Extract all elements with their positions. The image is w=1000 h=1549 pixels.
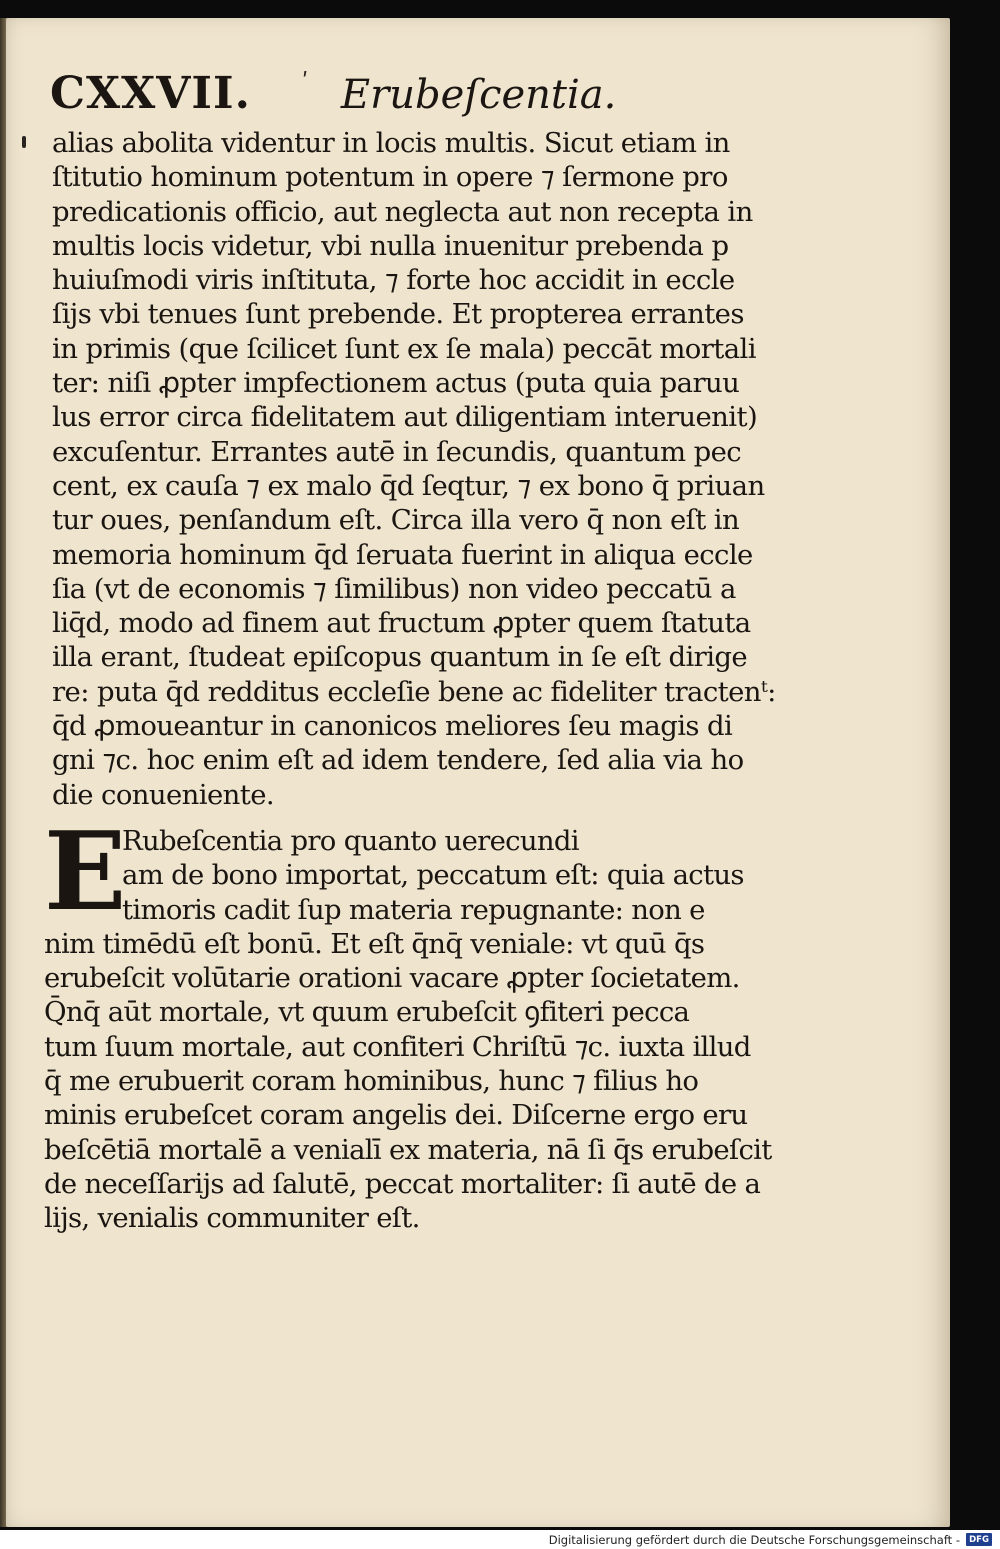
text-line: q̄d ꝓmoueantur in canonicos meliores ſeu magis di xyxy=(52,710,733,743)
running-headword: Erubeſcentia. xyxy=(340,72,617,118)
text-line: Rubeſcentia pro quanto uerecundi xyxy=(122,825,579,857)
text-line: q̄ me erubuerit coram hominibus, hunc ⁊ filius ho xyxy=(44,1065,699,1098)
text-line: erubeſcit volūtarie orationi vacare ꝓpter ſocietatem. xyxy=(44,962,740,995)
text-line: nim timēdū eſt bonū. Et eſt q̄nq̄ veniale: vt quū q̄s xyxy=(44,927,705,960)
dfg-logo: DFG xyxy=(966,1533,992,1546)
text-line: ſtitutio hominum potentum in opere ⁊ ſermone pro xyxy=(52,161,728,194)
paragraph-2 xyxy=(44,809,772,1236)
text-line: alias abolita videntur in locis multis. Sicut etiam in xyxy=(52,127,730,159)
text-line: cent, ex cauſa ⁊ ex malo q̄d ſeqtur, ⁊ ex bono q̄ priuan xyxy=(52,469,765,502)
text-line: memoria hominum q̄d ſeruata fuerint in aliqua eccle xyxy=(52,538,753,571)
text-line: tum ſuum mortale, aut confiteri Chriſtū ⁊c. iuxta illud xyxy=(44,1030,751,1063)
text-line: de neceſſarijs ad ſalutē, peccat mortaliter: ſi autē de a xyxy=(44,1167,761,1200)
text-line: ſia (vt de economis ⁊ ſimilibus) non video peccatū a xyxy=(52,572,736,605)
text-line: lijs, venialis communiter eſt. xyxy=(44,1202,420,1235)
text-line: huiuſmodi viris inſtituta, ⁊ forte hoc accidit in eccle xyxy=(52,264,735,297)
folio-number: CXXVII. xyxy=(50,68,251,119)
digitization-footer xyxy=(0,1530,1000,1549)
text-line: ter: niſi ꝓpter impfectionem actus (puta quia paruu xyxy=(52,367,740,400)
text-line: in primis (que ſcilicet ſunt ex ſe mala) peccāt mortali xyxy=(52,332,756,365)
footer-credit: Digitalisierung gefördert durch die Deutsche Forschungsgemeinschaft - xyxy=(548,1532,960,1547)
text-line: re: puta q̄d redditus eccleſie bene ac fideliter tractenᵗ: xyxy=(52,675,776,708)
text-line: excuſentur. Errantes autē in ſecundis, quantum pec xyxy=(52,435,742,468)
text-line: multis locis videtur, vbi nulla inuenitur prebenda p xyxy=(52,229,729,262)
margin-mark xyxy=(22,136,26,148)
text-line: timoris cadit ſup materia repugnante: non e xyxy=(122,893,705,926)
text-line: am de bono importat, peccatum eſt: quia actus xyxy=(122,859,744,892)
text-line: ſijs vbi tenues ſunt prebende. Et propterea errantes xyxy=(52,298,744,331)
text-line: gni ⁊c. hoc enim eſt ad idem tendere, ſed alia via ho xyxy=(52,744,744,777)
text-line: die conueniente. xyxy=(52,778,275,811)
paragraph-1 xyxy=(52,126,776,812)
drop-capital: E xyxy=(44,809,127,935)
text-line: beſcētiā mortalē a venialī ex materia, nā ſi q̄s erubeſcit xyxy=(44,1133,772,1166)
header-mark: ʹ xyxy=(302,70,309,95)
text-line: liq̄d, modo ad finem aut fructum ꝓpter quem ſtatuta xyxy=(52,607,751,640)
text-line: predicationis officio, aut neglecta aut non recepta in xyxy=(52,195,753,228)
page-header xyxy=(50,68,616,128)
text-line: lus error circa fidelitatem aut diligentiam interuenit) xyxy=(52,401,758,434)
text-line: tur oues, penſandum eſt. Circa illa vero q̄ non eſt in xyxy=(52,504,740,537)
text-line: illa erant, ſtudeat epiſcopus quantum in ſe eſt dirige xyxy=(52,641,748,674)
text-line: Q̄nq̄ aūt mortale, vt quum erubeſcit ꝯfiteri pecca xyxy=(44,996,690,1029)
text-line: minis erubeſcet coram angelis dei. Diſcerne ergo eru xyxy=(44,1099,748,1132)
